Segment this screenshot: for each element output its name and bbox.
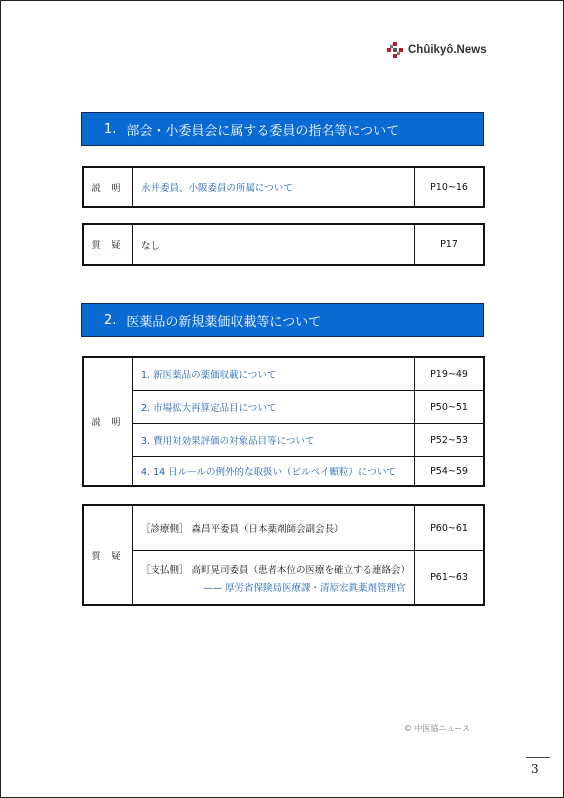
explanation-item: 4. 14 日ルールの例外的な取扱い（ビルベイ顆粒）について (141, 467, 396, 478)
page-number-rule (526, 757, 550, 758)
logo (386, 40, 487, 60)
page-ref: P19~49 (414, 358, 483, 390)
logo-icon (386, 41, 404, 59)
table-row (132, 551, 483, 604)
table-row (132, 424, 483, 456)
explanation-label: 説 明 (84, 358, 133, 485)
section2-questions-table (82, 504, 485, 606)
page-ref: P54~59 (414, 457, 483, 485)
section2-title: 医薬品の新規薬価収載等について (126, 314, 322, 330)
explanation-item: 2. 市場拡大再算定品目について (141, 403, 277, 414)
questions-item-cell (132, 551, 414, 604)
page-ref: P61~63 (414, 551, 483, 604)
page-ref: P60~61 (414, 506, 483, 550)
table-row (132, 168, 483, 206)
questions-item: ［診療側］ 森昌平委員（日本薬剤師会副会長） (141, 524, 344, 535)
table-row (132, 358, 483, 390)
section1-explanation-table (82, 166, 485, 208)
section1-questions-table (82, 223, 485, 266)
page-ref: P52~53 (414, 424, 483, 456)
questions-label: 質 疑 (84, 506, 133, 604)
section1-number: 1. (104, 121, 117, 137)
explanation-item: 1. 新医薬品の薬価収載について (141, 370, 277, 381)
table-row (132, 457, 483, 485)
section2-explanation-table (82, 356, 485, 487)
table-row (132, 225, 483, 264)
ministry-respondent: —— 厚労省保険局医療課・清原宏眞薬剤管理官 (203, 582, 406, 594)
logo-text: Chûikyô.News (408, 44, 487, 56)
page-number: 3 (531, 762, 539, 776)
page-ref: P17 (414, 225, 483, 264)
section2-number: 2. (104, 312, 117, 328)
questions-text: なし (141, 240, 161, 252)
explanation-text: 永井委員、小阪委員の所属について (141, 183, 293, 194)
table-row (132, 391, 483, 423)
questions-item: ［支払側］ 高町晃司委員（患者本位の医療を確立する連絡会） (141, 564, 411, 576)
section2-header (81, 303, 484, 337)
table-row (132, 506, 483, 550)
explanation-item: 3. 費用対効果評価の対象品目等について (141, 436, 315, 447)
explanation-label: 説 明 (84, 168, 133, 206)
questions-label: 質 疑 (84, 225, 133, 264)
section1-header (81, 112, 484, 146)
page-ref: P50~51 (414, 391, 483, 423)
copyright: © 中医協ニュース (404, 724, 471, 733)
section1-title: 部会・小委員会に属する委員の指名等について (126, 123, 400, 139)
page-ref: P10~16 (414, 168, 483, 206)
